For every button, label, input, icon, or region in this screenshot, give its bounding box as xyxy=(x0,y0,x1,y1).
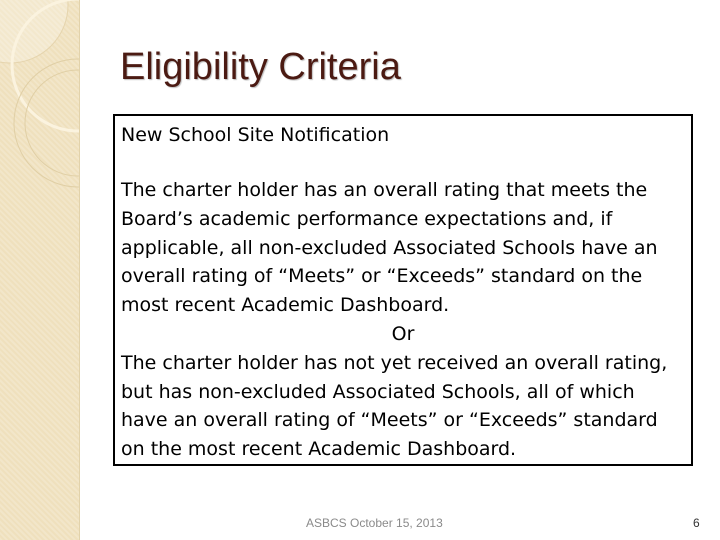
criteria-paragraph-1: The charter holder has an overall rating that meets the Board’s academic performance expectations and, if applicable, all non-excluded Associated Schools have an overall rating of “Meets” or “Exceeds” standard on the most recent Academic Dashboard. xyxy=(121,179,658,317)
box-heading: New School Site Notification xyxy=(121,124,390,146)
slide-title: Eligibility Criteria xyxy=(120,46,401,88)
page-number: 6 xyxy=(693,516,700,530)
decorative-sidebar xyxy=(0,0,80,540)
or-separator: Or xyxy=(391,322,415,345)
slide-footer: ASBCS October 15, 2013 xyxy=(306,516,443,530)
decorative-circles-icon xyxy=(0,0,79,540)
box-body xyxy=(121,176,685,464)
criteria-box xyxy=(113,114,693,466)
criteria-paragraph-2: The charter holder has not yet received an overall rating, but has non-excluded Associated Schools, all of which have an overall rating of “Meets” or “Exceeds” standard on the most recent Academic Dashboard. xyxy=(121,351,668,461)
